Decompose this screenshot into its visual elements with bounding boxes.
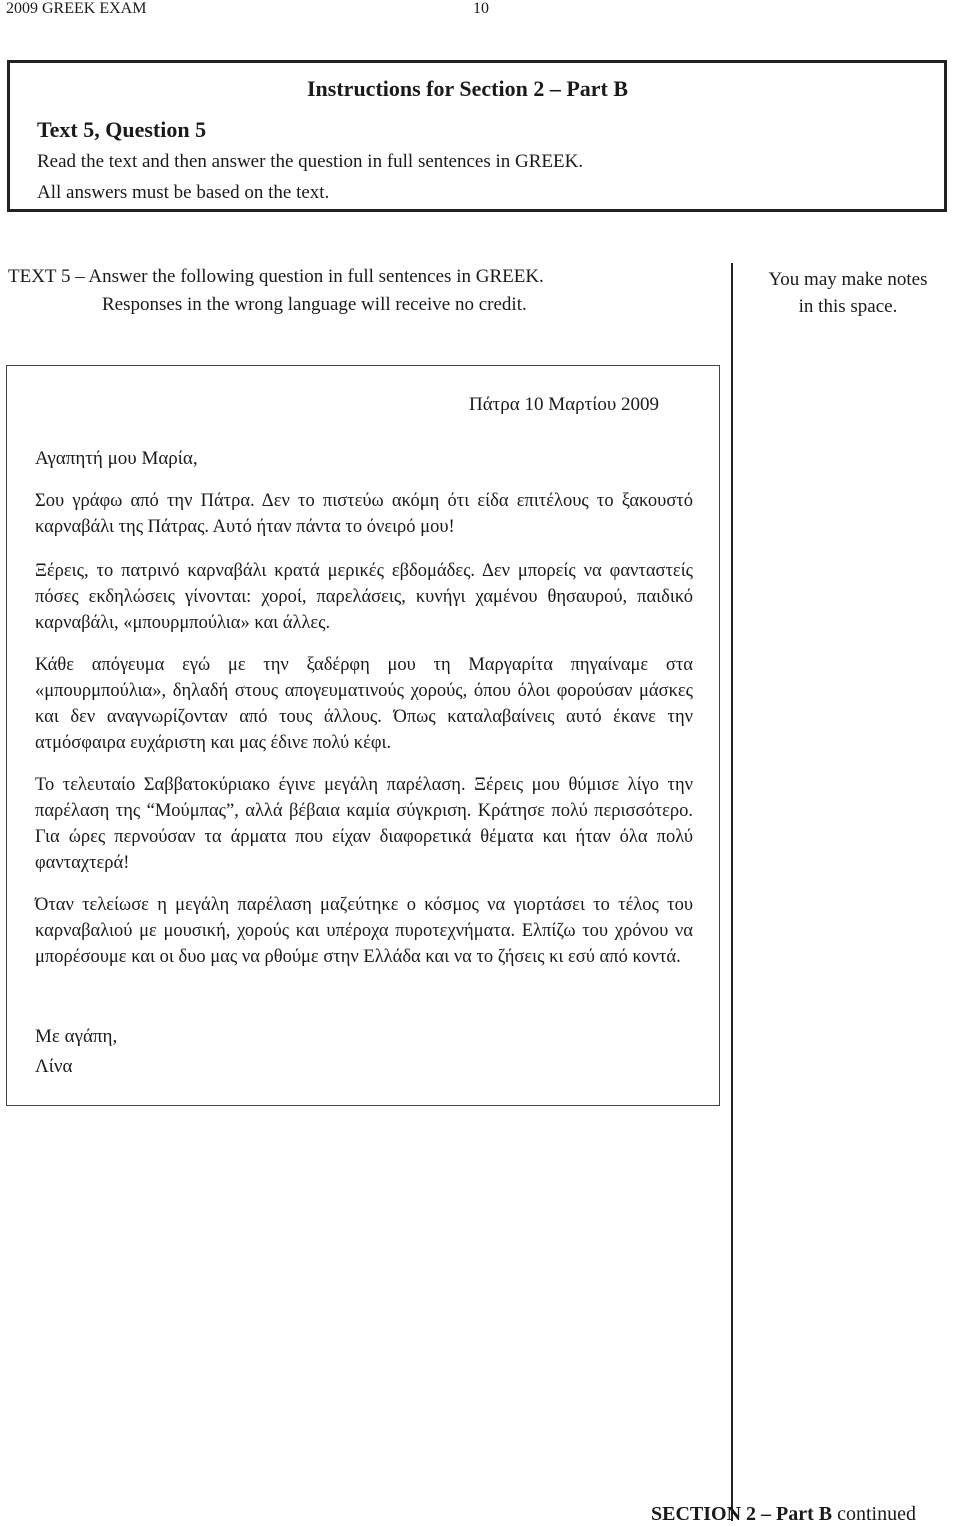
instructions-subtitle: Text 5, Question 5 — [37, 117, 207, 142]
instructions-line-2: All answers must be based on the text. — [37, 182, 330, 203]
question-line-2: Responses in the wrong language will receive no credit. — [102, 294, 527, 315]
question-line-1: TEXT 5 – Answer the following question in full sentences in GREEK. — [8, 266, 544, 287]
instructions-line-1: Read the text and then answer the question in full sentences in GREEK. — [37, 151, 584, 172]
notes-line-1: You may make notes — [768, 269, 928, 290]
letter-signature: Λίνα — [35, 1056, 73, 1077]
letter-paragraph-3: Κάθε απόγευμα εγώ με την ξαδέρφη μου τη Μαργαρίτα πηγαίναμε στα «μπουρμπούλια», δηλαδή στους απογευματινούς χορούς, όπου όλοι φορούσαν μάσκες και δεν αναγνωρίζονταν από τους άλλους. Όπως καταλαβαίνεις αυτό έκανε την ατμόσφαιρα ευχάριστη και μας έδινε πολύ κέφι. — [35, 655, 693, 753]
notes-line-2: in this space. — [798, 296, 898, 317]
instructions-title: Instructions for Section 2 – Part B — [307, 76, 629, 101]
footer — [651, 1503, 916, 1526]
footer-continued: continued — [837, 1503, 916, 1525]
letter-paragraph-1: Σου γράφω από την Πάτρα. Δεν το πιστεύω ακόμη ότι είδα επιτέλους το ξακουστό καρναβάλι της Πάτρας. Αυτό ήταν πάντα το όνειρό μου! — [35, 491, 693, 537]
letter-paragraph-2: Ξέρεις, το πατρινό καρναβάλι κρατά μερικές εβδομάδες. Δεν μπορείς να φανταστείς πόσες εκδηλώσεις γίνονται: χοροί, παρελάσεις, κυνήγι χαμένου θησαυρού, παιδικό καρναβάλι, «μπουρμπούλια» και άλλες. — [35, 561, 693, 633]
letter-greeting: Αγαπητή μου Μαρία, — [35, 448, 198, 469]
instructions-box — [7, 60, 947, 212]
letter-text-box — [6, 365, 720, 1106]
notes-area — [736, 266, 960, 320]
notes-divider — [731, 263, 733, 1521]
footer-section: SECTION 2 – Part B — [651, 1503, 833, 1525]
letter-paragraph-4: Το τελευταίο Σαββατοκύριακο έγινε μεγάλη παρέλαση. Ξέρεις μου θύμισε λίγο την παρέλαση της “Μούμπας”, αλλά βέβαια καμία σύγκριση. Κράτησε πολύ περισσότερο. Για ώρες περνούσαν τα άρματα που είχαν διαφορετικά θέματα και ήταν όλα πολύ φανταχτερά! — [35, 775, 693, 873]
letter-date: Πάτρα 10 Μαρτίου 2009 — [469, 394, 659, 415]
exam-title: 2009 GREEK EXAM — [6, 0, 147, 17]
page-number: 10 — [473, 0, 489, 17]
letter-closing: Με αγάπη, — [35, 1026, 118, 1047]
letter-paragraph-5: Όταν τελείωσε η μεγάλη παρέλαση μαζεύτηκε ο κόσμος να γιορτάσει το τέλος του καρναβαλιού με μουσική, χορούς και υπέροχα πυροτεχνήματα. Ελπίζω του χρόνου να μπορέσουμε και οι δυο μας να ρθούμε στην Ελλάδα και να το ζήσεις κι εσύ από κοντά. — [35, 895, 693, 967]
